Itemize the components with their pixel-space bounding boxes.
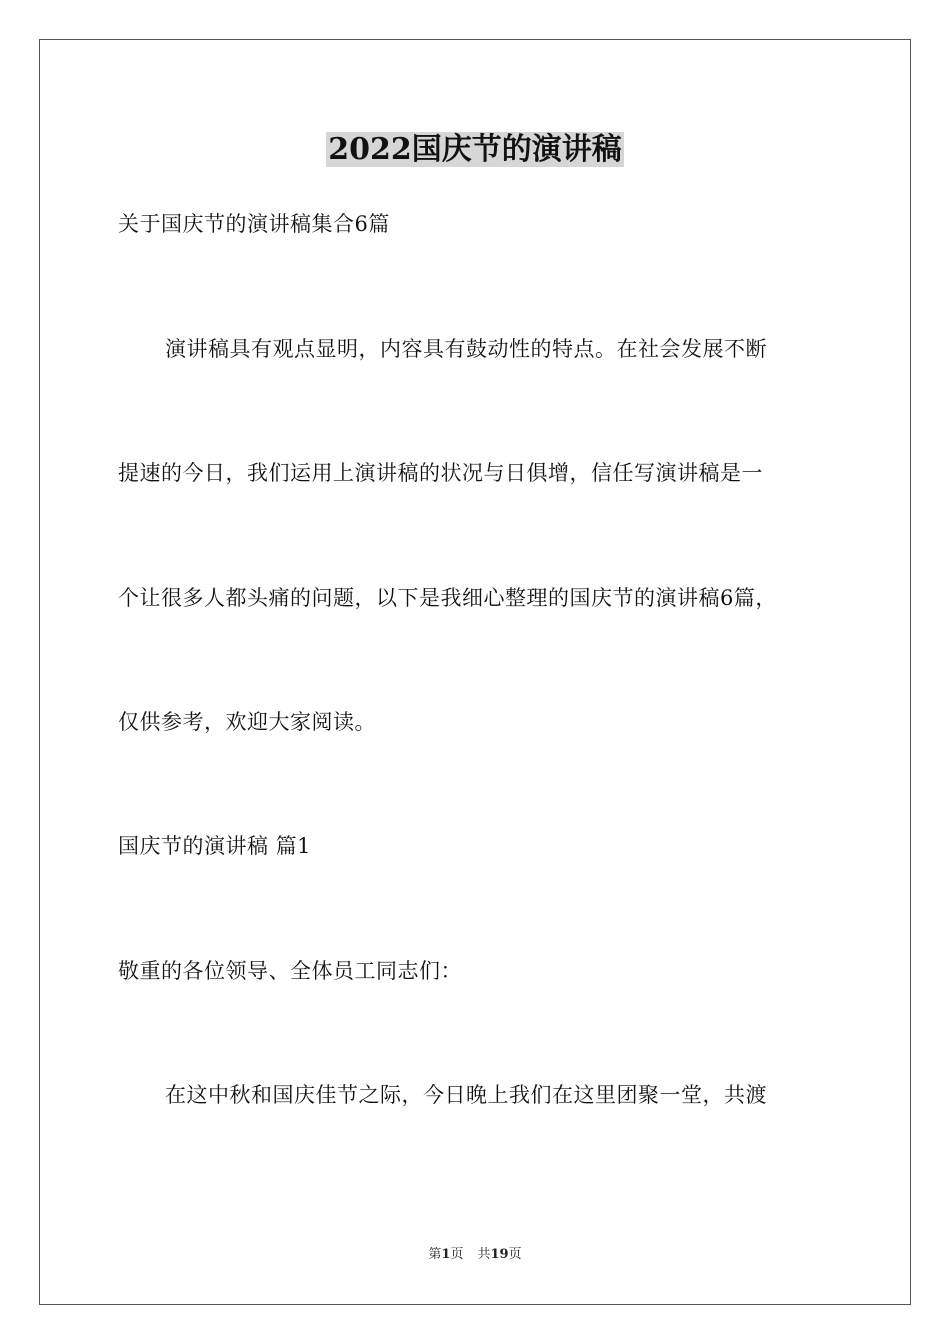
footer-page-suffix: 页 bbox=[450, 1247, 464, 1262]
salutation: 敬重的各位领导、全体员工同志们： bbox=[118, 959, 462, 983]
intro-line-2: 提速的今日，我们运用上演讲稿的状况与日俱增，信任写演讲稿是一 bbox=[118, 461, 763, 485]
intro-line-4: 仅供参考，欢迎大家阅读。 bbox=[118, 710, 376, 734]
footer-page-total: 19 bbox=[490, 1247, 509, 1262]
section-heading: 国庆节的演讲稿 篇1 bbox=[118, 834, 312, 858]
footer-page-prefix: 第 bbox=[428, 1247, 442, 1262]
document-title bbox=[0, 128, 950, 172]
intro-line-3: 个让很多人都头痛的问题，以下是我细心整理的国庆节的演讲稿6篇， bbox=[118, 586, 777, 610]
footer-total-prefix: 共 bbox=[477, 1247, 491, 1262]
intro-line-1: 演讲稿具有观点显明，内容具有鼓动性的特点。在社会发展不断 bbox=[165, 337, 767, 361]
document-title-text: 2022国庆节的演讲稿 bbox=[328, 132, 622, 167]
footer-total-suffix: 页 bbox=[508, 1247, 522, 1262]
footer-page-current: 1 bbox=[441, 1247, 451, 1262]
body-line-1: 在这中秋和国庆佳节之际，今日晚上我们在这里团聚一堂，共渡 bbox=[165, 1083, 767, 1107]
document-subtitle: 关于国庆节的演讲稿集合6篇 bbox=[118, 212, 390, 236]
page-footer bbox=[0, 1246, 950, 1264]
